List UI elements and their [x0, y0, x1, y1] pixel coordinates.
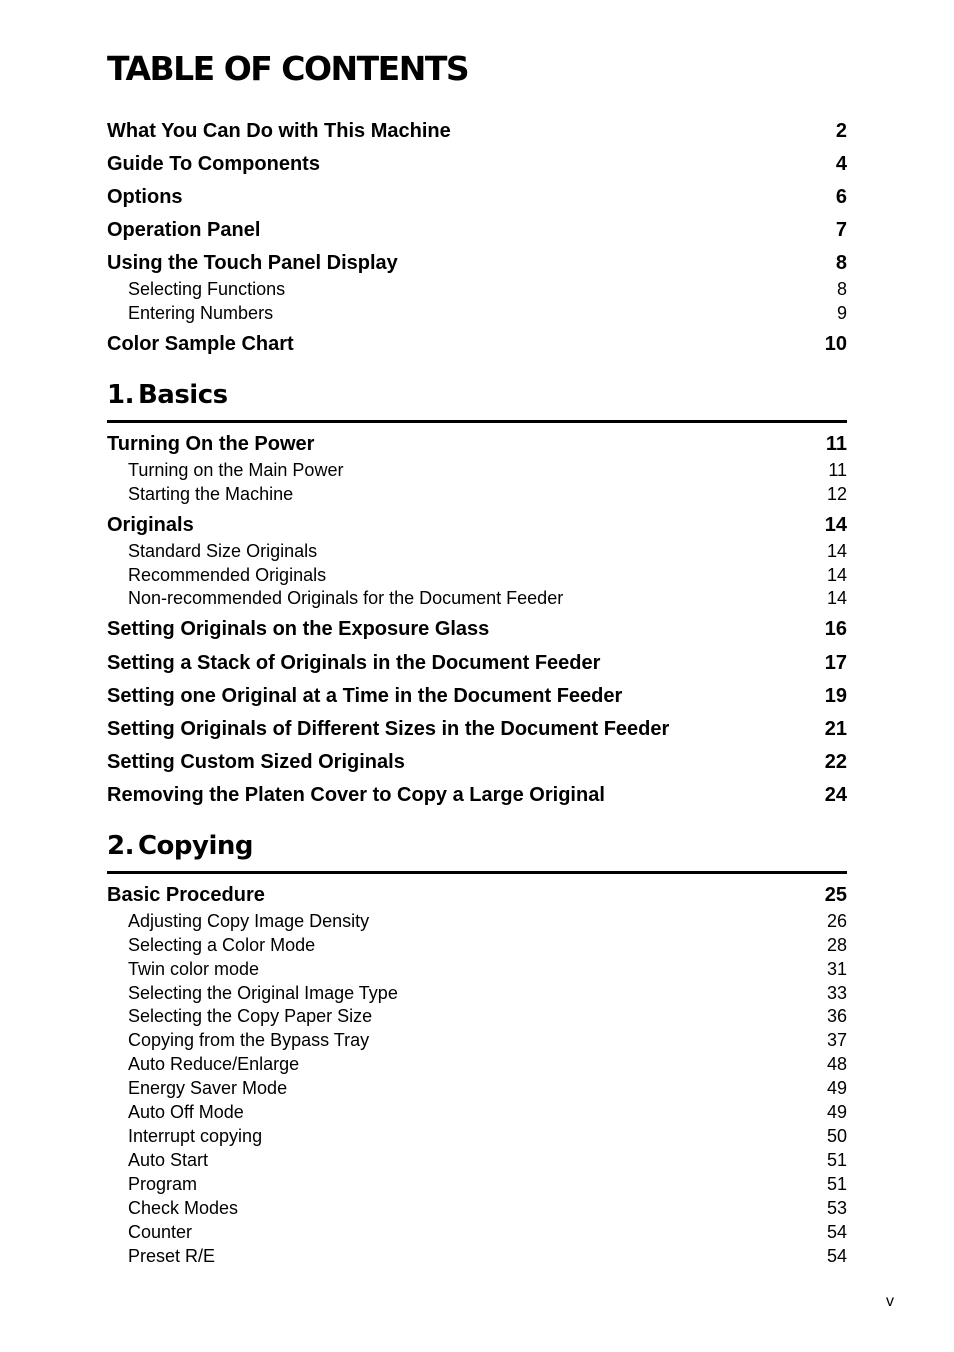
toc-entry-label: Counter: [128, 1222, 193, 1242]
chapter-heading: [107, 831, 847, 874]
toc-entry-label: Removing the Platen Cover to Copy a Large Original: [107, 784, 605, 806]
toc-entry-label: Setting one Original at a Time in the Document Feeder: [107, 685, 623, 707]
toc-entry-label: Turning on the Main Power: [128, 460, 344, 480]
chapter-title: Copying: [137, 831, 254, 861]
toc-entry-page: 14: [826, 565, 847, 585]
toc-entry[interactable]: [107, 618, 847, 640]
toc-entry-label: Selecting the Copy Paper Size: [128, 1006, 373, 1026]
toc-entry-page: 6: [835, 186, 847, 208]
toc-subentry[interactable]: [107, 1078, 847, 1098]
toc-entry-label: Recommended Originals: [128, 565, 327, 585]
toc-entry[interactable]: [107, 784, 847, 806]
toc-entry-page: 8: [835, 252, 847, 274]
toc-entry-page: 51: [826, 1174, 847, 1194]
toc-entry-page: 14: [826, 541, 847, 561]
toc-entry[interactable]: [107, 219, 847, 241]
toc-subentry[interactable]: [107, 1198, 847, 1218]
toc-entry-page: 16: [824, 618, 847, 640]
toc-entry-page: 8: [836, 279, 847, 299]
toc-entry-page: 4: [835, 153, 847, 175]
toc-entry-label: Basic Procedure: [107, 884, 265, 906]
toc-entry-page: 28: [826, 935, 847, 955]
toc-entry-label: Setting Originals on the Exposure Glass: [107, 618, 490, 640]
toc-subentry[interactable]: [107, 1174, 847, 1194]
toc-subentry[interactable]: [107, 484, 847, 504]
toc-entry-label: Setting Originals of Different Sizes in the Document Feeder: [107, 718, 670, 740]
page-number: v: [886, 1293, 894, 1310]
toc-entry-label: Color Sample Chart: [107, 333, 294, 355]
toc-subentry[interactable]: [107, 303, 847, 323]
toc-entry-page: 22: [824, 751, 847, 773]
chapter-number: 1.: [107, 380, 134, 410]
toc-entry[interactable]: [107, 186, 847, 208]
toc-subentry[interactable]: [107, 279, 847, 299]
toc-subentry[interactable]: [107, 983, 847, 1003]
toc-entry-label: Selecting the Original Image Type: [128, 983, 398, 1003]
toc-entry-page: 50: [826, 1126, 847, 1146]
toc-entry-label: Auto Reduce/Enlarge: [128, 1054, 300, 1074]
page-title: TABLE OF CONTENTS: [107, 49, 469, 88]
chapter-heading: [107, 380, 847, 423]
toc-entry-page: 53: [826, 1198, 847, 1218]
toc-entry-page: 2: [835, 120, 847, 142]
chapter-title: Basics: [137, 380, 228, 410]
toc-subentry[interactable]: [107, 1030, 847, 1050]
toc-entry-label: Twin color mode: [128, 959, 260, 979]
toc-subentry[interactable]: [107, 1126, 847, 1146]
toc-entry-page: 54: [826, 1246, 847, 1266]
toc-entry-page: 49: [826, 1078, 847, 1098]
toc-subentry[interactable]: [107, 588, 847, 608]
toc-entry-label: Selecting Functions: [128, 279, 286, 299]
toc-entry[interactable]: [107, 685, 847, 707]
toc-entry[interactable]: [107, 252, 847, 274]
toc-entry-label: Adjusting Copy Image Density: [128, 911, 370, 931]
toc-entry-label: Standard Size Originals: [128, 541, 318, 561]
toc-entry-label: Operation Panel: [107, 219, 261, 241]
toc-entry-label: Starting the Machine: [128, 484, 294, 504]
toc-subentry[interactable]: [107, 460, 847, 480]
toc-entry[interactable]: [107, 433, 847, 455]
toc-entry-label: Non-recommended Originals for the Document Feeder: [128, 588, 564, 608]
toc-entry[interactable]: [107, 884, 847, 906]
toc-entry-label: Copying from the Bypass Tray: [128, 1030, 370, 1050]
toc-subentry[interactable]: [107, 1222, 847, 1242]
toc-entry-label: Selecting a Color Mode: [128, 935, 316, 955]
toc-entry[interactable]: [107, 514, 847, 536]
toc-entry[interactable]: [107, 718, 847, 740]
toc-entry[interactable]: [107, 333, 847, 355]
toc-entry-label: Auto Start: [128, 1150, 209, 1170]
toc-entry-label: Using the Touch Panel Display: [107, 252, 398, 274]
toc-subentry[interactable]: [107, 1006, 847, 1026]
toc-entry-page: 21: [824, 718, 847, 740]
toc-entry-page: 24: [824, 784, 847, 806]
toc-subentry[interactable]: [107, 959, 847, 979]
toc-entry-label: Originals: [107, 514, 194, 536]
toc-entry-page: 14: [824, 514, 847, 536]
toc-entry-page: 51: [826, 1150, 847, 1170]
toc-entry[interactable]: [107, 652, 847, 674]
toc-entry-label: Entering Numbers: [128, 303, 274, 323]
toc-entry-label: Setting Custom Sized Originals: [107, 751, 405, 773]
toc-entry-page: 36: [826, 1006, 847, 1026]
toc-entry-page: 25: [824, 884, 847, 906]
toc-subentry[interactable]: [107, 911, 847, 931]
toc-entry-label: Preset R/E: [128, 1246, 216, 1266]
toc-subentry[interactable]: [107, 1150, 847, 1170]
toc-entry-page: 10: [824, 333, 847, 355]
toc-entry[interactable]: [107, 153, 847, 175]
toc-entry-label: What You Can Do with This Machine: [107, 120, 451, 142]
toc-entry-page: 33: [826, 983, 847, 1003]
toc-entry-page: 7: [835, 219, 847, 241]
toc-entry-page: 49: [826, 1102, 847, 1122]
toc-entry-page: 37: [826, 1030, 847, 1050]
toc-entry-page: 12: [826, 484, 847, 504]
toc-entry-page: 9: [836, 303, 847, 323]
toc-entry-page: 26: [826, 911, 847, 931]
toc-entry-label: Turning On the Power: [107, 433, 315, 455]
toc-entry[interactable]: [107, 751, 847, 773]
toc-subentry[interactable]: [107, 565, 847, 585]
toc-entry-page: 14: [826, 588, 847, 608]
toc-entry-label: Setting a Stack of Originals in the Document Feeder: [107, 652, 601, 674]
toc-entry-page: 31: [826, 959, 847, 979]
toc-entry-page: 11: [828, 460, 847, 480]
toc-subentry[interactable]: [107, 541, 847, 561]
chapter-number: 2.: [107, 831, 134, 861]
toc-entry-label: Guide To Components: [107, 153, 320, 175]
toc-subentry[interactable]: [107, 1246, 847, 1266]
toc-entry-label: Options: [107, 186, 183, 208]
toc-subentry[interactable]: [107, 1054, 847, 1074]
toc-entry-page: 17: [824, 652, 847, 674]
toc-entry-label: Interrupt copying: [128, 1126, 263, 1146]
toc-entry-page: 48: [826, 1054, 847, 1074]
toc-entry-label: Energy Saver Mode: [128, 1078, 288, 1098]
toc-entry-page: 19: [824, 685, 847, 707]
toc-subentry[interactable]: [107, 935, 847, 955]
toc-entry-label: Check Modes: [128, 1198, 239, 1218]
toc-entry-label: Auto Off Mode: [128, 1102, 244, 1122]
toc-entry-page: 54: [826, 1222, 847, 1242]
toc-entry[interactable]: [107, 120, 847, 142]
toc-entry-page: 11: [825, 433, 847, 455]
toc-subentry[interactable]: [107, 1102, 847, 1122]
toc-entry-label: Program: [128, 1174, 198, 1194]
